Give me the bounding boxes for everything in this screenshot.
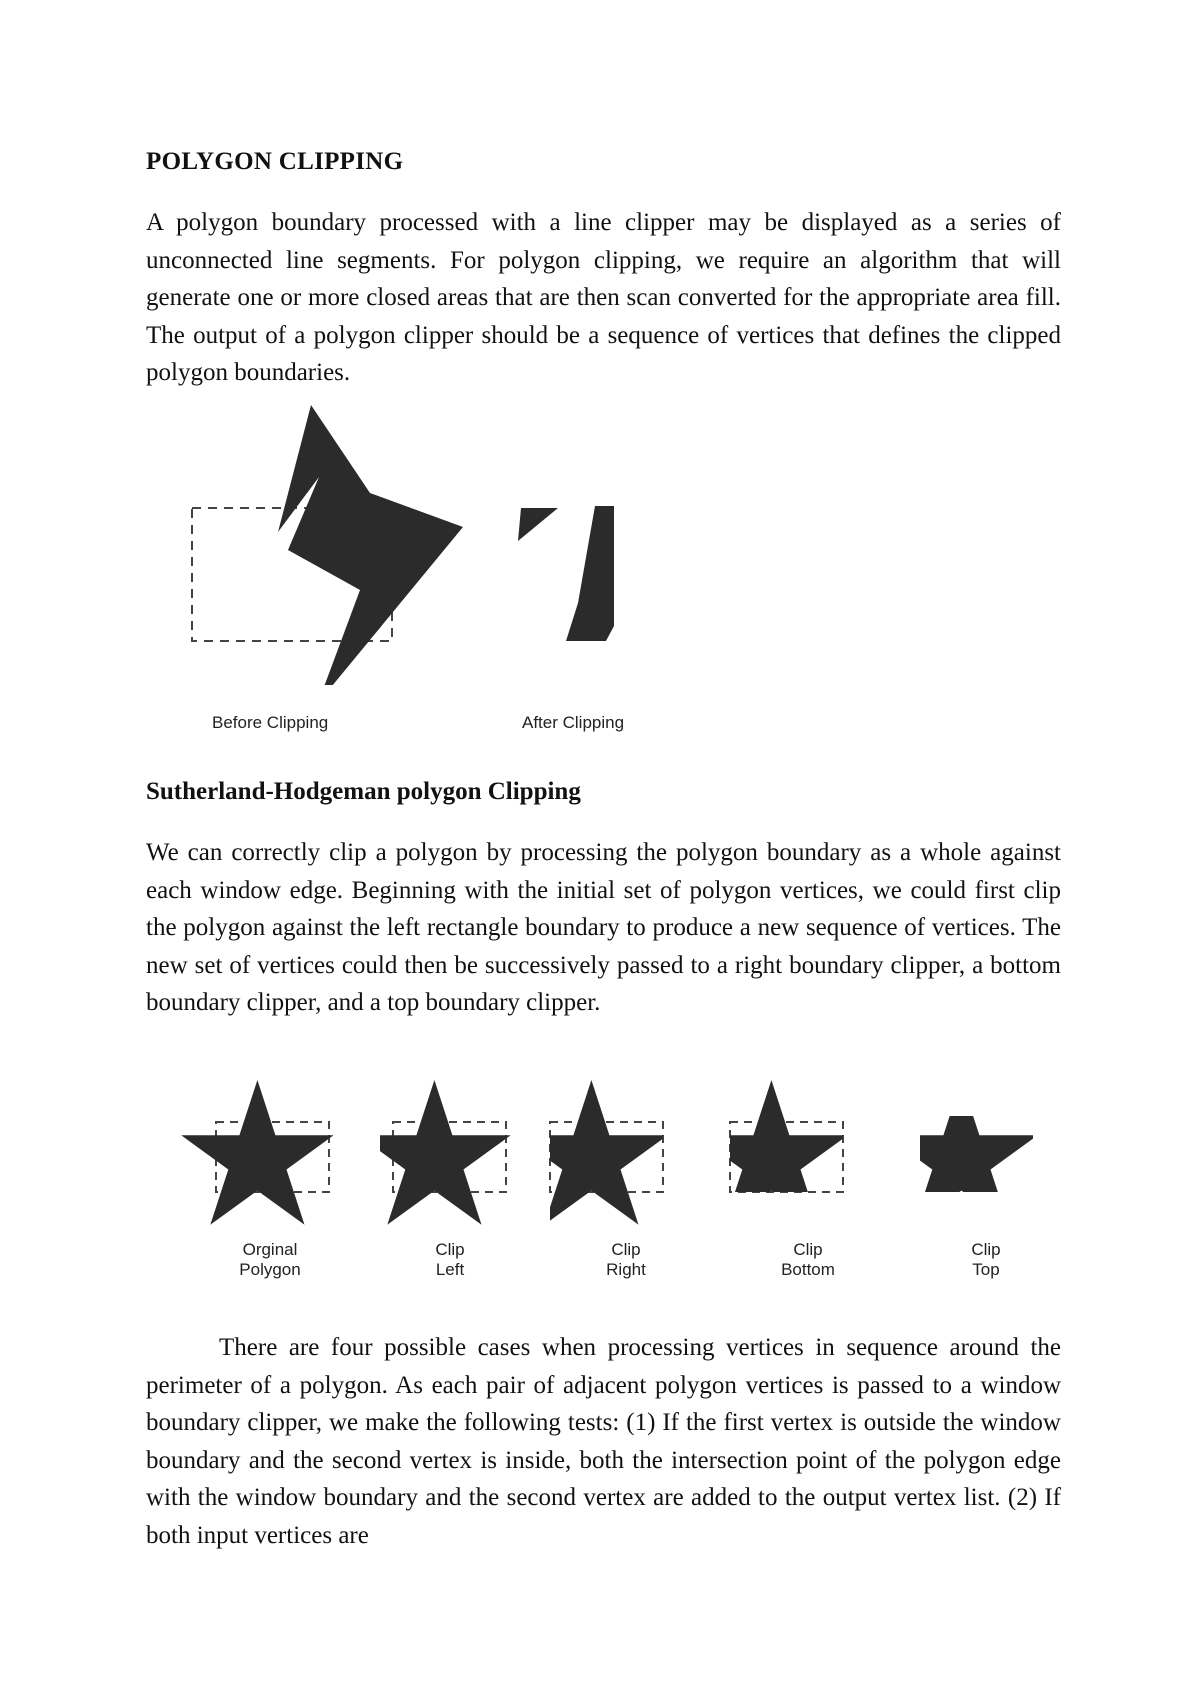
star-shape bbox=[695, 1080, 847, 1225]
star-shape bbox=[181, 1080, 333, 1225]
intro-paragraph-block bbox=[146, 204, 1061, 392]
section-heading: Sutherland-Hodgeman polygon Clipping bbox=[146, 778, 581, 805]
star-shape bbox=[358, 1080, 510, 1225]
caption-clip-right bbox=[576, 1240, 676, 1280]
star-shape bbox=[515, 1080, 667, 1225]
star-clip-left bbox=[358, 1080, 510, 1225]
intro-paragraph: A polygon boundary processed with a line clipper may be displayed as a series of unconnected line segments. For polygon clipping, we require an algorithm that will generate one or more closed areas that are then scan converted for the appropriate area fill. The output of a polygon clipper should be a sequence of vertices that defines the clipped polygon boundaries. bbox=[146, 209, 1061, 387]
caption-before-clipping: Before Clipping bbox=[212, 713, 329, 732]
caption-line-1: Clip bbox=[435, 1240, 465, 1259]
section-polygon-clipping bbox=[146, 148, 1061, 176]
caption-clip-left bbox=[400, 1240, 500, 1280]
caption-clip-bottom bbox=[758, 1240, 858, 1280]
sutherland-paragraph: We can correctly clip a polygon by processing the polygon boundary as a whole against each window edge. Beginning with the initial set of polygon vertices, we could first clip the polygon against the left rectangle boundary to produce a new sequence of vertices. The new set of vertices could then be successively passed to a right boundary clipper, a bottom boundary clipper, and a top boundary clipper. bbox=[146, 839, 1061, 1017]
star-original bbox=[181, 1080, 333, 1225]
cases-paragraph: There are four possible cases when processing vertices in sequence around the perimeter of a polygon. As each pair of adjacent polygon vertices is passed to a window boundary clipper, we make the following tests: (1) If the first vertex is outside the window boundary and the second vertex is inside, both the intersection point of the polygon edge with the window boundary and the second vertex are added to the output vertex list. (2) If both input vertices are bbox=[146, 1334, 1061, 1549]
caption-line-2: Bottom bbox=[781, 1260, 835, 1279]
clipped-piece-top bbox=[518, 508, 558, 541]
polygon-shape bbox=[278, 405, 463, 685]
caption-clip-top bbox=[936, 1240, 1036, 1280]
caption-after-clipping: After Clipping bbox=[522, 713, 625, 732]
caption-line-1: Clip bbox=[971, 1240, 1001, 1259]
star-shape bbox=[885, 1080, 1037, 1225]
section-heading: POLYGON CLIPPING bbox=[146, 148, 404, 175]
star-clip-bottom bbox=[695, 1080, 847, 1225]
caption-original-polygon bbox=[220, 1240, 320, 1280]
section-sutherland-hodgeman bbox=[146, 778, 1061, 806]
caption-line-2: Polygon bbox=[239, 1260, 301, 1279]
caption-line-1: Clip bbox=[793, 1240, 823, 1259]
star-clip-top bbox=[885, 1080, 1037, 1225]
figure-before-after-clipping bbox=[180, 405, 660, 685]
caption-line-1: Clip bbox=[611, 1240, 641, 1259]
before-clipping-diagram bbox=[192, 405, 463, 685]
caption-line-2: Top bbox=[972, 1260, 1000, 1279]
cases-paragraph-block bbox=[146, 1329, 1061, 1555]
caption-line-1: Orginal bbox=[242, 1240, 298, 1259]
clipped-piece-main bbox=[566, 506, 614, 641]
caption-line-2: Right bbox=[606, 1260, 646, 1279]
star-clip-right bbox=[515, 1080, 667, 1225]
after-clipping-diagram bbox=[518, 506, 614, 641]
caption-line-2: Left bbox=[435, 1260, 465, 1279]
sutherland-paragraph-block bbox=[146, 834, 1061, 1022]
